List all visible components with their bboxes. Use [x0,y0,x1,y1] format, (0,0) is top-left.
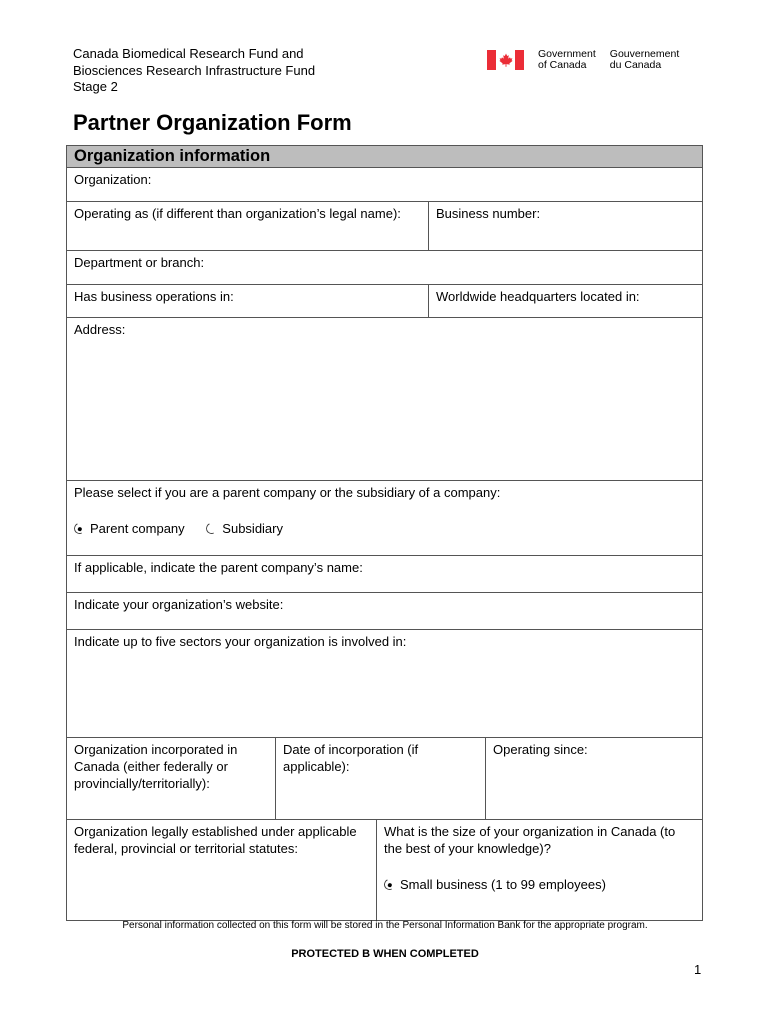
government-of-canada-logo [487,49,679,71]
organization-field[interactable]: Organization: [74,172,152,187]
section-title: Organization information [67,146,702,167]
parent-name-field[interactable]: If applicable, indicate the parent company’s name: [74,560,363,575]
page-title: Partner Organization Form [73,110,352,135]
org-size-question: What is the size of your organization in Canada (to the best of your knowledge)? [384,824,676,856]
department-field[interactable]: Department or branch: [74,255,205,270]
radio-selected-icon [382,877,396,891]
business-number-field[interactable]: Business number: [428,202,702,250]
header-line-2: Biosciences Research Infrastructure Fund [73,62,316,78]
headquarters-field[interactable]: Worldwide headquarters located in: [428,285,702,317]
organization-form [66,145,703,921]
page-number: 1 [694,962,702,977]
date-incorporation-field[interactable]: Date of incorporation (if applicable): [275,738,485,819]
parent-company-radio[interactable]: Parent company [74,520,185,537]
parent-question-label: Please select if you are a parent company or the subsidiary of a company: [74,485,501,500]
radio-unselected-icon [205,521,219,535]
sectors-field[interactable]: Indicate up to five sectors your organization is involved in: [74,634,407,649]
protected-label: PROTECTED B WHEN COMPLETED [291,948,479,960]
privacy-notice: Personal information collected on this form will be stored in the Personal Information Bank for the appropriate program. [122,920,648,931]
radio-selected-icon [72,521,86,535]
small-business-radio[interactable]: Small business (1 to 99 employees) [384,876,606,893]
operating-as-field[interactable]: Operating as (if different than organization’s legal name): [74,206,401,221]
operating-since-field[interactable]: Operating since: [485,738,702,819]
business-operations-field[interactable]: Has business operations in: [74,289,234,304]
canada-flag-icon [487,50,524,70]
gov-text-english: Government of Canada [538,48,596,71]
gov-text-french: Gouvernement du Canada [609,48,680,71]
address-field[interactable]: Address: [74,322,126,337]
document-header [73,46,315,96]
legally-established-field[interactable]: Organization legally established under applicable federal, provincial or territorial statutes: [74,824,357,856]
subsidiary-radio[interactable]: Subsidiary [206,520,283,537]
website-field[interactable]: Indicate your organization’s website: [74,597,284,612]
incorporated-in-field[interactable]: Organization incorporated in Canada (either federally or provincially/territorially): [74,742,238,791]
header-line-1: Canada Biomedical Research Fund and [73,46,304,61]
header-line-3: Stage 2 [73,79,118,94]
